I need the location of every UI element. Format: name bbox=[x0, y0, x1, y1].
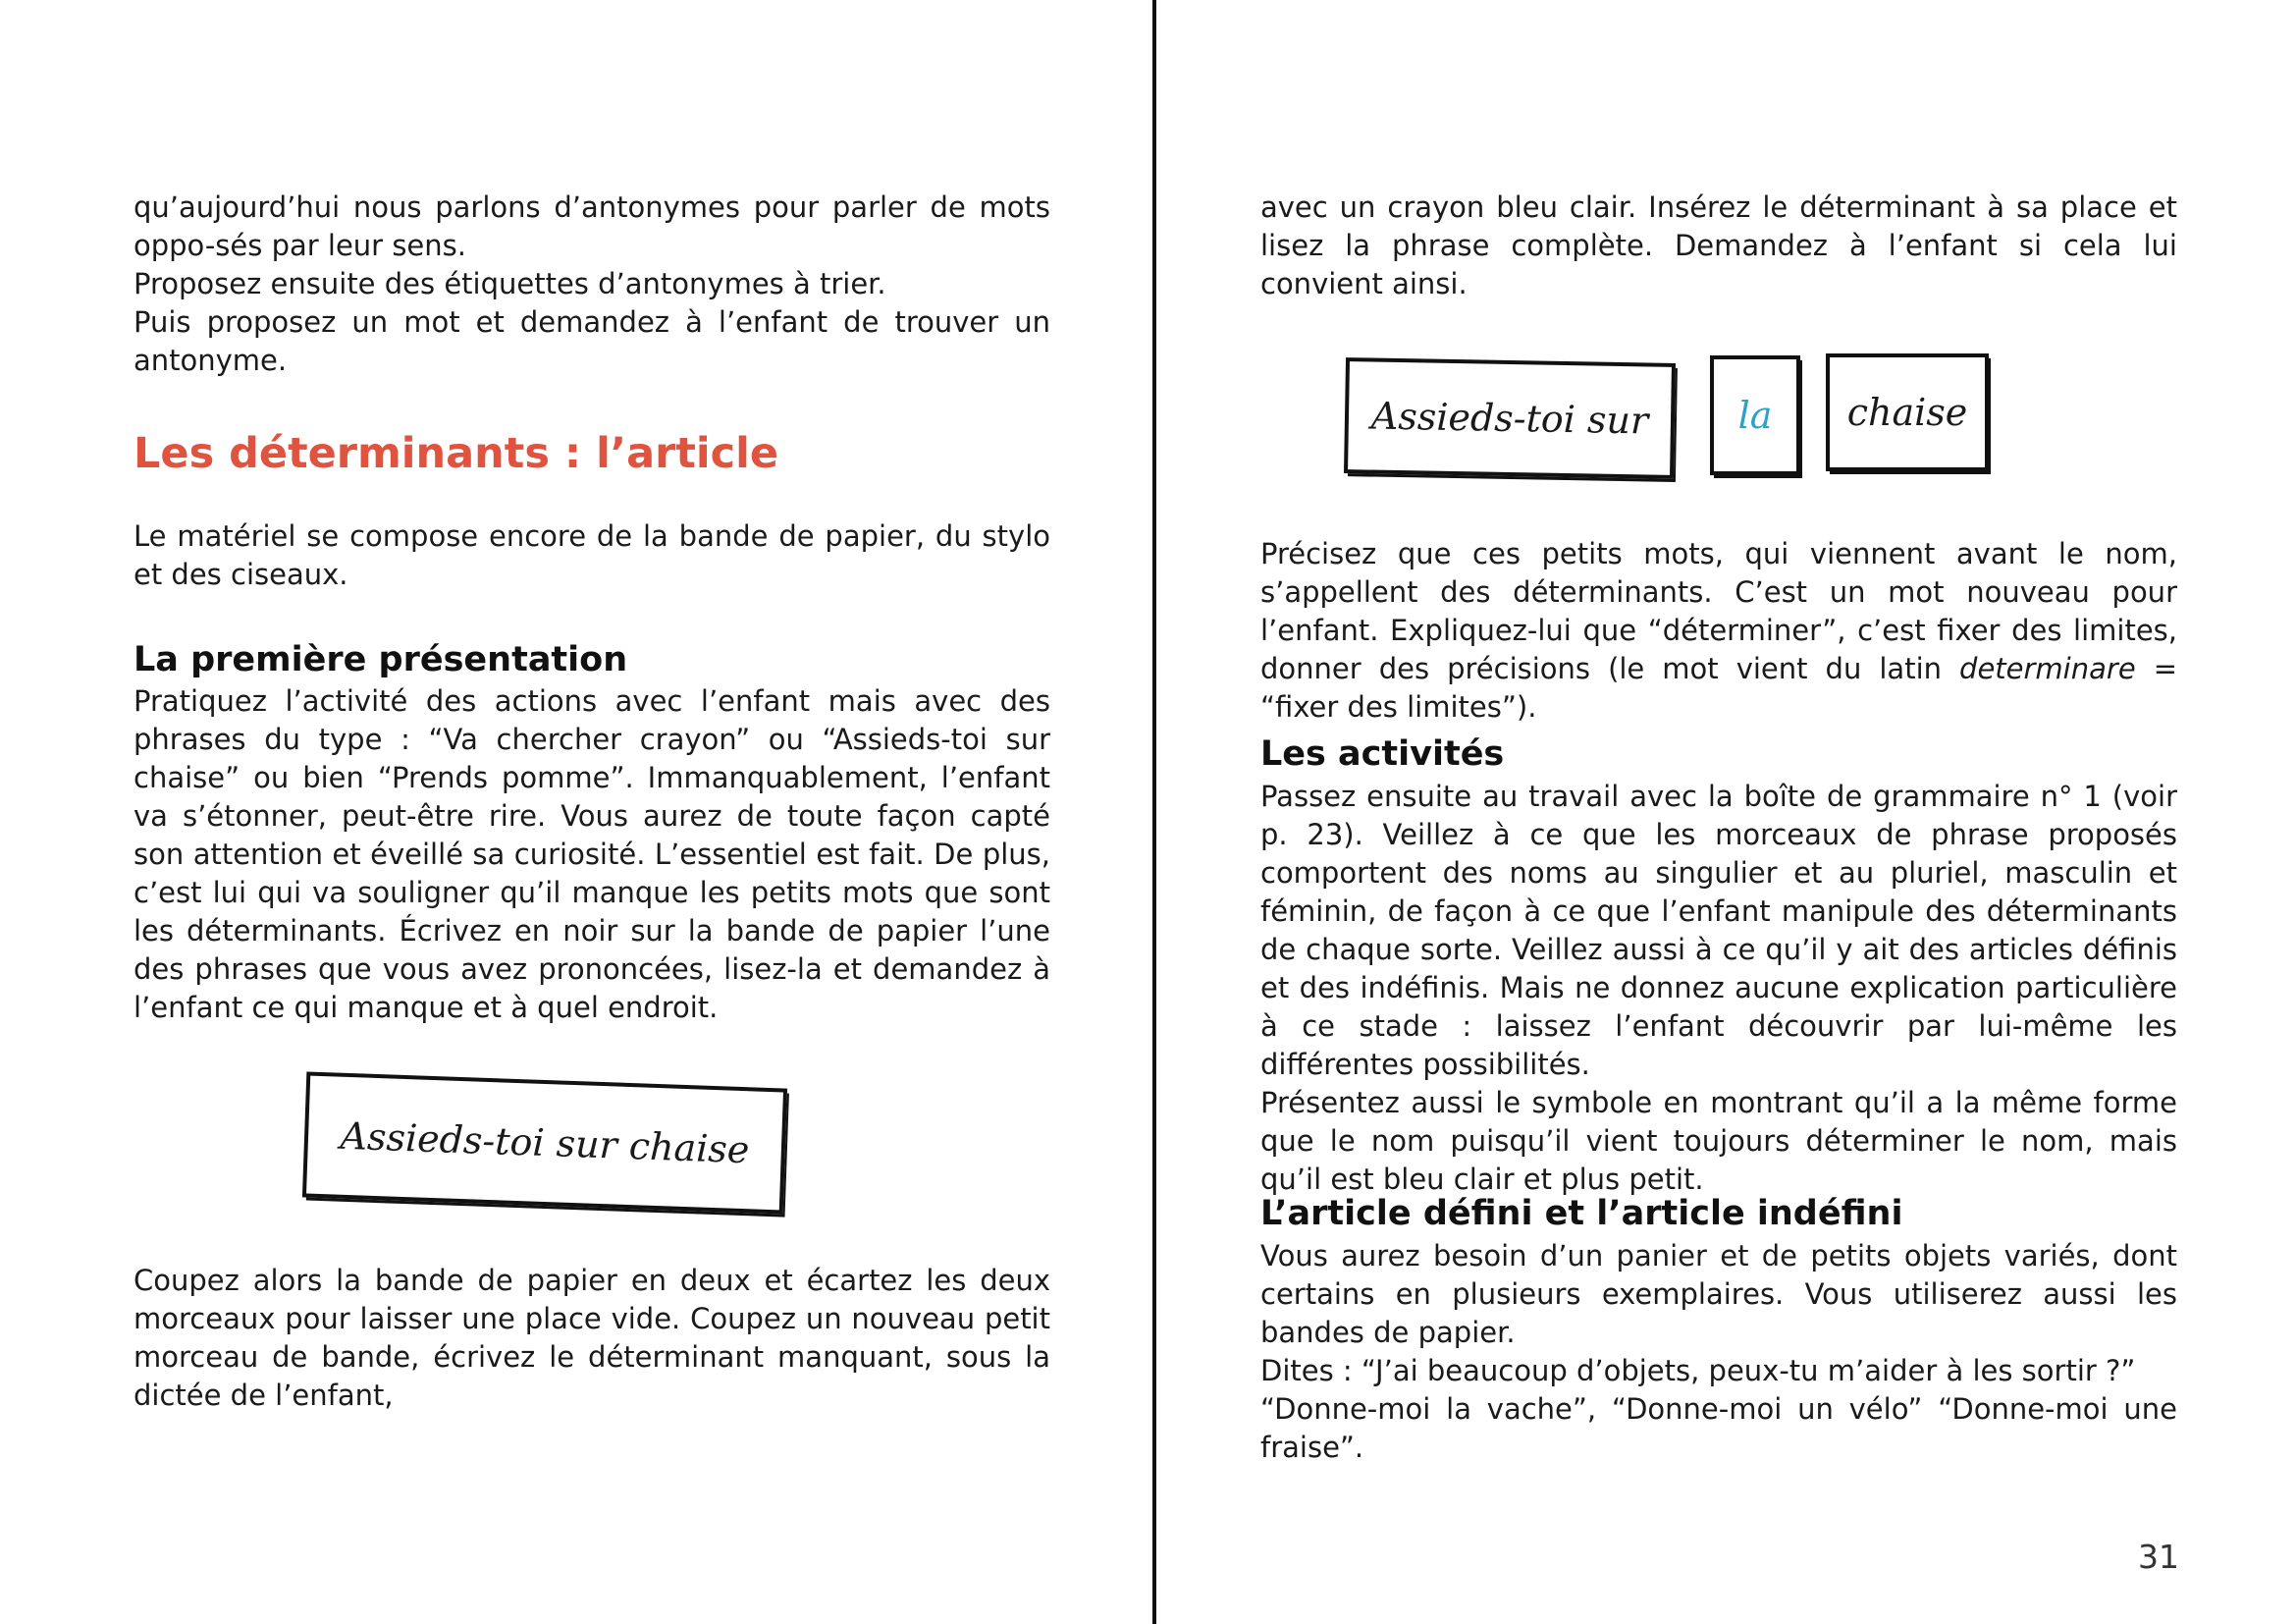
subsection-block bbox=[133, 638, 1050, 681]
strip-handwriting: Assieds-toi sur chaise bbox=[339, 1113, 751, 1172]
material-paragraph: Le matériel se compose encore de la bande de papier, du stylo et des ciseaux. bbox=[133, 519, 1050, 591]
sentence-strip-part3: chaise bbox=[1826, 353, 1989, 471]
intro-line-3: Puis proposez un mot et demandez à l’enfant de trouver un antonyme. bbox=[133, 305, 1050, 377]
activities-heading-block bbox=[1260, 732, 2177, 776]
article-paragraph: Vous aurez besoin d’un panier et de petits objets variés, dont certains en plusieurs exemplaires. Vous utiliserez aussi les bandes de papier. Dites : “J’ai beaucoup d’objets, peux-tu m’aider à les sortir ?” “Donne-moi la vache”, “Donne-moi un vélo” “Donne-moi une fraise”. bbox=[1260, 1239, 2177, 1464]
section-heading-block bbox=[133, 426, 1050, 481]
article-heading-block bbox=[1260, 1192, 2177, 1235]
activities-title: Les activités bbox=[1260, 734, 1505, 774]
sentence-strip-full bbox=[302, 1071, 787, 1214]
page-divider bbox=[1152, 0, 1156, 1624]
intro-line-2: Proposez ensuite des étiquettes d’antonymes à trier. bbox=[133, 267, 886, 300]
activities-paragraph: Passez ensuite au travail avec la boîte de grammaire n° 1 (voir p. 23). Veillez à ce que les morceaux de phrase proposés comportent des noms au singulier et au pluriel, masculin et féminin, de façon à ce que l’enfant manipule des déterminants de chaque sorte. Veillez aussi à ce qu’il y ait des articles définis et des indéfinis. Mais ne donnez aucune explication particulière à ce stade : laissez l’enfant découvrir par lui-même les différentes possibilités. Présentez aussi le symbole en montrant qu’il a la même forme que le nom puisqu’il vient toujours déterminer le nom, mais qu’il est bleu clair et plus petit. bbox=[1260, 780, 2177, 1196]
determinant-strip: la bbox=[1710, 355, 1800, 475]
right-page bbox=[1158, 0, 2296, 1624]
intro-line-1: qu’aujourd’hui nous parlons d’antonymes pour parler de mots oppo-sés par leur sens. bbox=[133, 190, 1050, 262]
sentence-strip-part1: Assieds-toi sur bbox=[1344, 357, 1676, 479]
intro-paragraph bbox=[133, 189, 1050, 380]
page-number: 31 bbox=[2138, 1538, 2179, 1576]
latin-term: determinare bbox=[1959, 652, 2136, 685]
continuation-paragraph: avec un crayon bleu clair. Insérez le déterminant à sa place et lisez la phrase complète. Demandez à l’enfant si cela lui convient ainsi. bbox=[1260, 190, 2177, 300]
section-title: Les déterminants : l’article bbox=[133, 429, 779, 478]
precisez-paragraph: Précisez que ces petits mots, qui viennent avant le nom, s’appellent des déterminants. C’est un mot nouveau pour l’enfant. Expliquez-lui que “déterminer”, c’est fixer des limites, donner des précisions (le mot vient du latin determinare = “fixer des limites”). bbox=[1260, 537, 2177, 724]
subsection-title: La première présentation bbox=[133, 640, 628, 679]
cut-paragraph: Coupez alors la bande de papier en deux et écartez les deux morceaux pour laisser une place vide. Coupez un nouveau petit morceau de bande, écrivez le déterminant manquant, sous la dictée de l’enfant, bbox=[133, 1264, 1050, 1412]
presentation-paragraph: Pratiquez l’activité des actions avec l’enfant mais avec des phrases du type : “Va chercher crayon” ou “Assieds-toi sur chaise” ou bien “Prends pomme”. Immanquablement, l’enfant va s’étonner, peut-être rire. Vous aurez de toute façon capté son attention et éveillé sa curiosité. L’essentiel est fait. De plus, c’est lui qui va souligner qu’il manque les petits mots que sont les déterminants. Écrivez en noir sur la bande de papier l’une des phrases que vous avez prononcées, lisez-la et demandez à l’enfant ce qui manque et à quel endroit. bbox=[133, 684, 1050, 1024]
article-title: L’article défini et l’article indéfini bbox=[1260, 1194, 1903, 1233]
